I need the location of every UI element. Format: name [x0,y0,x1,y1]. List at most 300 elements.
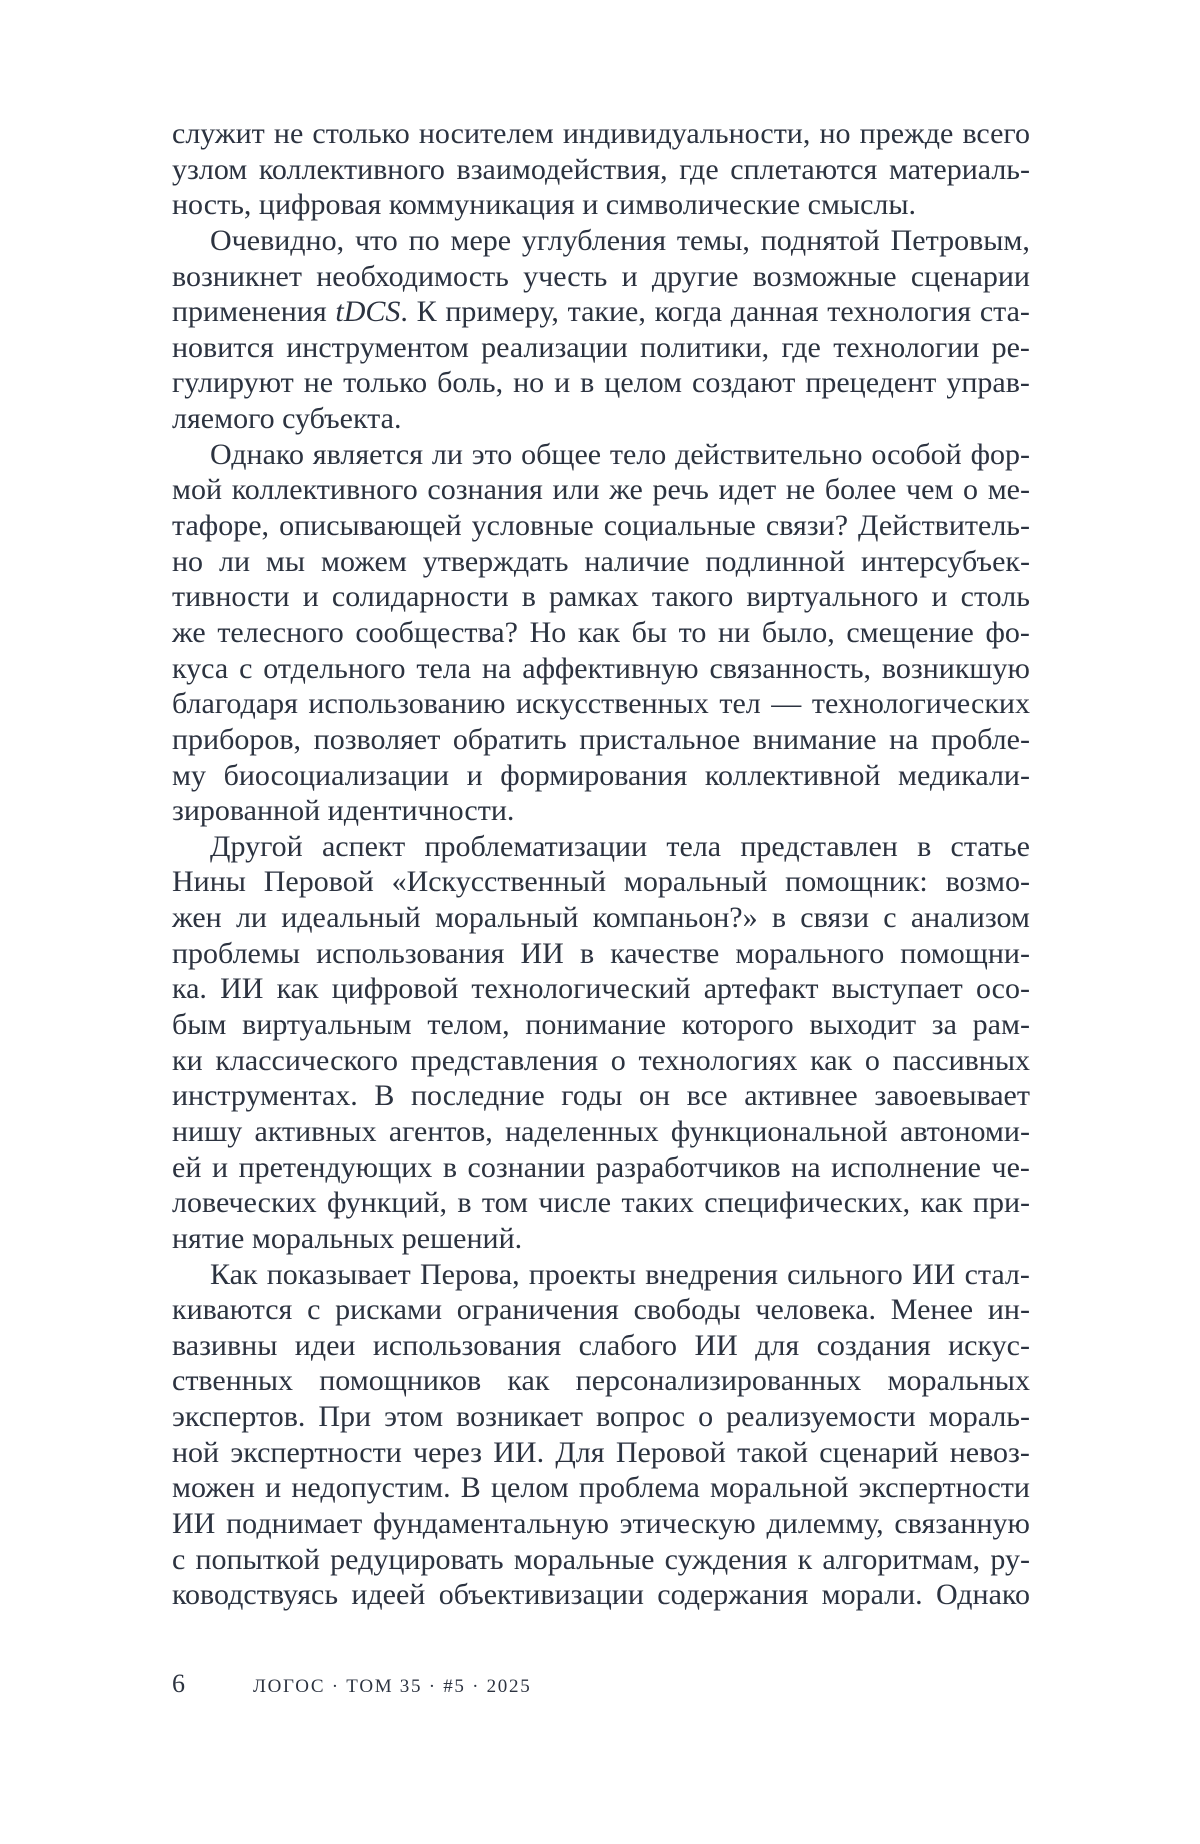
word: узлом [172,152,248,186]
word: индивидуальности, [562,117,811,150]
word: ИИ [694,1328,738,1362]
word: ме- [987,473,1030,507]
text-line [172,1328,1030,1364]
word: пробле- [931,722,1030,756]
word: данная [730,295,819,329]
word: Как [210,1257,258,1291]
text-line [172,1150,1030,1186]
word: такого [651,580,734,614]
word: это [471,437,513,471]
word: tDCS. [335,295,408,329]
word: этом [384,1400,444,1434]
word: дилемму, [766,1506,884,1540]
word: благодаря [172,687,298,721]
word: ограничения [456,1293,619,1327]
word: медикали- [898,758,1030,792]
word: моральных [887,1364,1030,1398]
word: тела [666,829,722,863]
word: использования [316,936,505,970]
word: технологии [833,330,980,364]
word: ственных [172,1364,293,1398]
word: слабого [578,1328,678,1362]
word: более [824,473,897,507]
text-line [172,1506,1030,1542]
word: проблематизации [424,829,648,863]
word: биосоциализации [223,758,450,792]
word: В [374,1079,395,1113]
word: с [172,1542,186,1576]
word: и [265,1471,282,1505]
word: прежде [859,117,954,150]
word: помощни- [900,936,1030,970]
word: объективизации [438,1578,644,1612]
word: Менее [890,1293,974,1327]
word: является [312,437,424,471]
word: тел [719,687,761,721]
word: технологический [471,972,691,1006]
word: куса [172,651,229,685]
word: такие, [567,295,646,329]
word: носителем [418,117,554,150]
word: вопрос [595,1400,686,1434]
word: что [354,223,398,257]
text-line [172,365,1030,401]
word: не [303,366,334,400]
word: Перова, [420,1257,520,1291]
word: персонализированных [575,1364,862,1398]
text-line: нятие моральных решений. [172,1221,523,1255]
word: управ- [946,366,1030,400]
word: экспертов. [172,1400,306,1434]
word: ли [431,437,463,471]
word: ру- [990,1542,1030,1576]
word: в [442,1150,457,1184]
word: компаньон?» [592,901,758,935]
word: аффективную [522,651,699,685]
word: сценарий [819,1435,939,1469]
word: ли [218,544,250,578]
word: Перовой [263,865,374,899]
word: технологических [811,687,1030,721]
word: связанность, [709,651,872,685]
text-line: ность, цифровая коммуникация и символические смыслы. [172,188,917,222]
word: Перовой [615,1435,726,1469]
word: по [408,223,440,257]
word: представления [410,1043,599,1077]
word: как [276,972,319,1006]
word: интерсубъек- [860,544,1030,578]
word: учесть [523,259,608,293]
word: пристальное [579,722,741,756]
word: ИИ [520,936,564,970]
word: в [521,580,536,614]
word: рисками [335,1293,443,1327]
word: морали. [821,1578,923,1612]
word: «Искусственный [391,865,607,899]
word: виртуального [746,580,919,614]
word: на [482,651,512,685]
word: инструментом [286,330,469,364]
word: искус- [948,1328,1030,1362]
word: материаль- [888,152,1030,186]
word: гулируют [172,366,294,400]
word: специфических, [704,1186,911,1220]
word: мораль- [928,1400,1030,1434]
text-line [172,1185,1030,1221]
word: годы [561,1079,623,1113]
word: фундаментальную [373,1506,609,1540]
word: представлен [740,829,898,863]
word: примеру, [445,295,559,329]
word: но [819,117,851,150]
word: использования [372,1328,562,1362]
word: фо- [985,615,1030,649]
word: рамках [549,580,639,614]
word: К [416,295,437,329]
word: за [931,1008,957,1042]
word: общее [521,437,602,471]
word: му [172,758,206,792]
word: и [466,758,483,792]
word: коллективного [231,473,418,507]
word: можен [172,1471,255,1505]
text-line [172,758,1030,794]
word: помощник: [785,865,928,899]
word: но [513,366,545,400]
word: ре- [991,330,1030,364]
word: ка. [172,972,207,1006]
word: где [781,330,821,364]
word: моральные [513,1542,655,1576]
word: особой [871,437,962,471]
word: мы [265,544,306,578]
word: ИИ [172,1506,216,1540]
word: создают [692,366,796,400]
word: сообщества? [355,615,518,649]
word: бы [631,615,668,649]
word: не [273,117,304,150]
word: темы, [676,223,750,257]
word: телом, [427,1008,510,1042]
text-line [172,1114,1030,1150]
word: идеальный [281,901,421,935]
word: завоевывает [874,1079,1030,1113]
word: смещение [846,615,974,649]
word: наделенных [505,1114,659,1148]
word: технология [827,295,972,329]
word: сознания [427,473,543,507]
word: в [771,901,787,935]
word: и [302,580,319,614]
word: редуцировать [330,1542,504,1576]
word: При [318,1400,372,1434]
word: цифровой [331,972,459,1006]
word: Для [555,1435,605,1469]
word: связанную [894,1506,1030,1540]
word: реализуемости [726,1400,916,1434]
word: технологиях [638,1043,798,1077]
text-line [172,900,1030,936]
word: коллективной [704,758,881,792]
word: использованию [308,687,506,721]
word: которого [681,1008,794,1042]
word: телесного [217,615,344,649]
text-line [172,1363,1030,1399]
word: инструментах. [172,1079,358,1113]
word: к [797,1542,813,1576]
word: Но [529,615,567,649]
word: проблема [578,1471,700,1505]
word: о [610,1043,626,1077]
word: при- [972,1186,1030,1220]
word: как [920,1186,963,1220]
word: ной [172,1435,220,1469]
word: боль, [437,366,504,400]
word: мере [450,223,512,257]
word: о [864,1043,880,1077]
word: ки [172,1043,203,1077]
word: с [883,901,897,935]
word: внедрения [645,1257,778,1291]
word: ИИ [911,1257,956,1291]
word: сознании [467,1150,586,1184]
word: как [577,615,620,649]
text-line [172,686,1030,722]
word: человека. [755,1293,877,1327]
word: и [621,259,638,293]
word: тела [416,651,472,685]
word: социальные [603,509,756,543]
word: с [239,651,253,685]
word: было, [761,615,835,649]
page-number: 6 [172,1669,185,1698]
word: или [552,473,600,507]
word: ководствуясь [172,1578,339,1612]
word: искусственных [515,687,709,721]
text-line [172,1470,1030,1506]
word: другие [651,259,739,293]
word: помощников [319,1364,482,1398]
word: все [686,1079,728,1113]
text-line [172,1542,1030,1578]
word: можем [320,544,407,578]
word: алгоритмам, [822,1542,981,1576]
text-line [172,152,1030,188]
word: качестве [610,936,720,970]
text-line [172,1292,1030,1328]
word: служит [172,117,265,150]
word: недопустим. [291,1471,451,1505]
word: Действитель- [858,509,1030,543]
word: тафоре, [172,509,270,543]
word: когда [654,295,723,329]
word: ИИ. [493,1435,545,1469]
word: условные [471,509,594,543]
word: тело [609,437,667,471]
word: функциональной [670,1114,888,1148]
word: речь [652,473,709,507]
word: через [413,1435,482,1469]
word: анализом [910,901,1030,935]
word: о [698,1400,714,1434]
word: о [963,473,979,507]
word: такой [737,1435,809,1469]
word: разработчиков [595,1150,781,1184]
word: и [554,366,571,400]
word: описывающей [279,509,462,543]
word: прецедент [805,366,937,400]
text-line [172,1399,1030,1435]
word: моральный [434,901,579,935]
word: подлинной [705,544,846,578]
word: ли [235,901,267,935]
word: но [172,544,204,578]
word: содержания [657,1578,809,1612]
word: Петровым, [890,223,1030,257]
text-line [172,294,1030,330]
word: проблемы [172,936,300,970]
word: сильного [787,1257,903,1291]
word: же [609,473,643,507]
word: на [889,722,919,756]
word: в [457,1186,472,1220]
text-line [172,1007,1030,1043]
text-line [172,223,1030,259]
word: киваются [172,1293,293,1327]
word: с [307,1293,321,1327]
word: он [638,1079,671,1113]
text-line [172,829,1030,865]
word: возникнет [172,259,302,293]
word: функций, [326,1186,447,1220]
word: нишу [172,1114,243,1148]
word: как [810,1043,853,1077]
word: же [172,615,206,649]
word: ИИ [220,972,264,1006]
text-line [172,1577,1030,1613]
text-line [172,651,1030,687]
word: стал- [964,1257,1030,1291]
word: создания [816,1328,931,1362]
word: активных [254,1114,377,1148]
word: этическую [619,1506,756,1540]
text-line [172,544,1030,580]
word: вазивны [172,1328,278,1362]
word: углубления [521,223,666,257]
text-line [172,1257,1030,1293]
word: поднятой [760,223,880,257]
text-line [172,864,1030,900]
word: целом [490,1471,569,1505]
text-line [172,1435,1030,1471]
word: агентов, [388,1114,493,1148]
word: связи [800,901,870,935]
word: позволяет [313,722,441,756]
word: на [791,1150,821,1184]
word: попыткой [195,1542,320,1576]
word: утверждать [422,544,569,578]
word: в [917,829,932,863]
word: невоз- [949,1435,1030,1469]
word: новится [172,330,274,364]
word: действительно [675,437,863,471]
word: проекты [528,1257,636,1291]
word: моральный [623,865,768,899]
word: понимание [525,1008,667,1042]
word: осо- [975,972,1030,1006]
word: ей [172,1150,202,1184]
word: применения [172,295,327,329]
text-line [172,971,1030,1007]
word: только [343,366,428,400]
word: бым [172,1008,227,1042]
word: экспертности [230,1435,402,1469]
text-line: зированной идентичности. [172,794,515,828]
word: возможные [752,259,897,293]
text-line: ляемого субъекта. [172,402,402,436]
text-line [172,508,1030,544]
word: мой [172,473,223,507]
journal-footer-line: ЛОГОС · ТОМ 35 · #5 · 2025 [253,1676,532,1697]
word: для [755,1328,800,1362]
word: ни [718,615,751,649]
word: идет [718,473,777,507]
word: возникает [456,1400,583,1434]
word: столь [960,580,1030,614]
word: — [771,687,802,721]
word: активнее [744,1079,858,1113]
word: идеи [294,1328,356,1362]
word: столько [312,117,410,150]
word: сплетаются [730,152,878,186]
word: свободы [633,1293,741,1327]
word: Другой [210,829,303,863]
article-text [172,116,1030,1613]
text-line [172,259,1030,295]
word: рам- [972,1008,1030,1042]
word: автономи- [900,1114,1030,1148]
word: как [507,1364,550,1398]
word: ин- [987,1293,1030,1327]
word: коллективного [258,152,445,186]
word: претендующих [238,1150,433,1184]
word: ста- [979,295,1030,329]
word: классического [215,1043,398,1077]
word: взаимодействия, [456,152,668,186]
word: отдельного [263,651,406,685]
text-line [172,1078,1030,1114]
word: в [579,936,595,970]
word: последние [410,1079,545,1113]
word: моральной [710,1471,849,1505]
word: числе [538,1186,612,1220]
word: реализации [481,330,628,364]
word: жен [172,901,222,935]
text-line [172,472,1030,508]
word: политики, [640,330,770,364]
word: целом [604,366,683,400]
word: тивности [172,580,290,614]
text-line [172,116,1030,152]
word: Однако [936,1578,1030,1612]
word: обратить [452,722,567,756]
word: Однако [210,437,304,471]
word: морального [735,936,885,970]
word: в [580,366,595,400]
word: идеей [351,1578,426,1612]
text-line [172,437,1030,473]
text-line [172,615,1030,651]
